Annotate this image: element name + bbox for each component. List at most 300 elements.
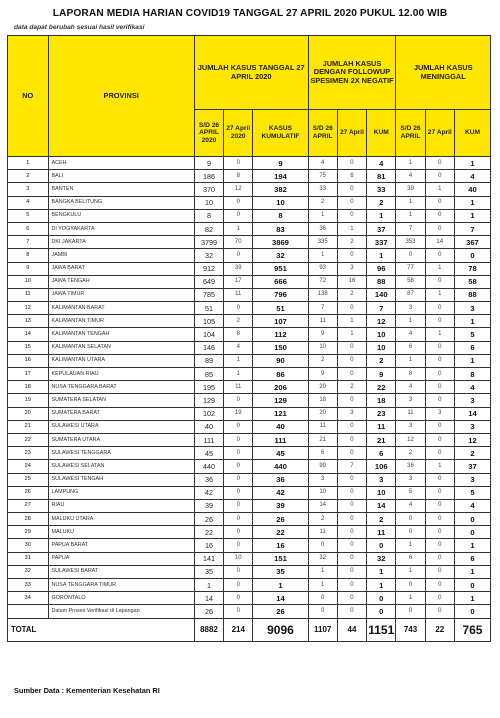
cell-meninggal-kum: 1 bbox=[454, 592, 490, 605]
cell-followup-27: 0 bbox=[337, 565, 366, 578]
cell-meninggal-sd26: 1 bbox=[396, 157, 425, 170]
cell-followup-kum: 10 bbox=[367, 341, 396, 354]
cell-meninggal-sd26: 3 bbox=[396, 302, 425, 315]
cell-kasus-kumulatif: 90 bbox=[253, 354, 308, 367]
table-row bbox=[8, 170, 491, 183]
cell-kasus-sd26: 104 bbox=[194, 328, 223, 341]
cell-meninggal-kum: 0 bbox=[454, 605, 490, 618]
cell-kasus-27: 0 bbox=[224, 605, 253, 618]
province-name: JAWA TENGAH bbox=[48, 275, 194, 288]
row-number: 11 bbox=[8, 288, 49, 301]
cell-meninggal-27: 1 bbox=[425, 460, 454, 473]
province-name: KALIMANTAN TENGAH bbox=[48, 328, 194, 341]
table-row bbox=[8, 354, 491, 367]
cell-meninggal-27: 1 bbox=[425, 262, 454, 275]
table-row bbox=[8, 209, 491, 222]
province-name: SUMATERA SELATAN bbox=[48, 394, 194, 407]
cell-kasus-kumulatif: 151 bbox=[253, 552, 308, 565]
cell-followup-27: 0 bbox=[337, 447, 366, 460]
table-row bbox=[8, 262, 491, 275]
cell-meninggal-27: 0 bbox=[425, 381, 454, 394]
cell-meninggal-27: 1 bbox=[425, 183, 454, 196]
cell-followup-kum: 0 bbox=[367, 539, 396, 552]
cell-kasus-sd26: 912 bbox=[194, 262, 223, 275]
cell-kasus-sd26: 102 bbox=[194, 407, 223, 420]
cell-meninggal-kum: 14 bbox=[454, 407, 490, 420]
cell-meninggal-27: 0 bbox=[425, 513, 454, 526]
sub-header: 27 April 2020 bbox=[224, 110, 253, 157]
cell-followup-kum: 23 bbox=[367, 407, 396, 420]
cell-kasus-27: 0 bbox=[224, 249, 253, 262]
cell-followup-27: 1 bbox=[337, 315, 366, 328]
table-body bbox=[8, 157, 491, 619]
cell-kasus-sd26: 36 bbox=[194, 473, 223, 486]
cell-followup-27: 1 bbox=[337, 328, 366, 341]
cell-kasus-sd26: 785 bbox=[194, 288, 223, 301]
row-number: 26 bbox=[8, 486, 49, 499]
cell-meninggal-27: 14 bbox=[425, 236, 454, 249]
cell-meninggal-kum: 367 bbox=[454, 236, 490, 249]
sub-header: KUM bbox=[367, 110, 396, 157]
cell-meninggal-kum: 7 bbox=[454, 222, 490, 235]
cell-meninggal-kum: 37 bbox=[454, 460, 490, 473]
cell-meninggal-27: 0 bbox=[425, 565, 454, 578]
sub-header: S/D 26 APRIL bbox=[396, 110, 425, 157]
cell-kasus-27: 10 bbox=[224, 552, 253, 565]
cell-followup-27: 6 bbox=[337, 170, 366, 183]
cell-kasus-27: 4 bbox=[224, 341, 253, 354]
total-cell: 8882 bbox=[194, 618, 223, 641]
row-number: 8 bbox=[8, 249, 49, 262]
cell-followup-27: 1 bbox=[337, 222, 366, 235]
cell-meninggal-kum: 40 bbox=[454, 183, 490, 196]
row-number bbox=[8, 605, 49, 618]
cell-followup-27: 2 bbox=[337, 381, 366, 394]
cell-kasus-kumulatif: 382 bbox=[253, 183, 308, 196]
row-number: 6 bbox=[8, 222, 49, 235]
cell-followup-sd26: 1 bbox=[308, 249, 337, 262]
cell-kasus-sd26: 39 bbox=[194, 499, 223, 512]
cell-followup-27: 0 bbox=[337, 433, 366, 446]
cell-meninggal-kum: 8 bbox=[454, 368, 490, 381]
cell-meninggal-sd26: 7 bbox=[396, 222, 425, 235]
cell-meninggal-27: 0 bbox=[425, 275, 454, 288]
cell-kasus-kumulatif: 194 bbox=[253, 170, 308, 183]
cell-meninggal-27: 3 bbox=[425, 407, 454, 420]
cell-followup-27: 0 bbox=[337, 394, 366, 407]
cell-followup-sd26: 0 bbox=[308, 539, 337, 552]
cell-meninggal-27: 0 bbox=[425, 170, 454, 183]
table-row bbox=[8, 328, 491, 341]
cell-kasus-sd26: 195 bbox=[194, 381, 223, 394]
cell-followup-27: 0 bbox=[337, 526, 366, 539]
cell-followup-kum: 2 bbox=[367, 513, 396, 526]
cell-kasus-27: 0 bbox=[224, 157, 253, 170]
province-name: BALI bbox=[48, 170, 194, 183]
cell-meninggal-sd26: 4 bbox=[396, 381, 425, 394]
total-cell: 22 bbox=[425, 618, 454, 641]
cell-kasus-kumulatif: 206 bbox=[253, 381, 308, 394]
cell-meninggal-27: 0 bbox=[425, 499, 454, 512]
cell-meninggal-sd26: 6 bbox=[396, 341, 425, 354]
table-row bbox=[8, 513, 491, 526]
cell-meninggal-sd26: 4 bbox=[396, 499, 425, 512]
cell-meninggal-sd26: 1 bbox=[396, 354, 425, 367]
cell-followup-27: 3 bbox=[337, 262, 366, 275]
cell-meninggal-sd26: 4 bbox=[396, 170, 425, 183]
row-number: 13 bbox=[8, 315, 49, 328]
province-name: ACEH bbox=[48, 157, 194, 170]
table-row bbox=[8, 460, 491, 473]
cell-kasus-27: 12 bbox=[224, 183, 253, 196]
row-number: 12 bbox=[8, 302, 49, 315]
cell-meninggal-kum: 6 bbox=[454, 341, 490, 354]
province-name: Dalam Proses Verifikasi di Lapangan bbox=[48, 605, 194, 618]
cell-kasus-kumulatif: 150 bbox=[253, 341, 308, 354]
cell-meninggal-27: 0 bbox=[425, 354, 454, 367]
cell-kasus-27: 8 bbox=[224, 170, 253, 183]
covid-table bbox=[7, 35, 491, 642]
cell-followup-kum: 10 bbox=[367, 328, 396, 341]
cell-meninggal-27: 0 bbox=[425, 157, 454, 170]
cell-meninggal-kum: 0 bbox=[454, 513, 490, 526]
province-name: JAWA BARAT bbox=[48, 262, 194, 275]
cell-meninggal-sd26: 1 bbox=[396, 315, 425, 328]
province-name: BENGKULU bbox=[48, 209, 194, 222]
row-number: 30 bbox=[8, 539, 49, 552]
row-number: 17 bbox=[8, 368, 49, 381]
cell-meninggal-27: 0 bbox=[425, 302, 454, 315]
table-row bbox=[8, 236, 491, 249]
row-number: 3 bbox=[8, 183, 49, 196]
cell-kasus-kumulatif: 796 bbox=[253, 288, 308, 301]
cell-followup-sd26: 32 bbox=[308, 552, 337, 565]
cell-kasus-27: 1 bbox=[224, 222, 253, 235]
province-name: RIAU bbox=[48, 499, 194, 512]
cell-kasus-27: 0 bbox=[224, 499, 253, 512]
province-name: MALUKU UTARA bbox=[48, 513, 194, 526]
cell-kasus-sd26: 370 bbox=[194, 183, 223, 196]
cell-kasus-kumulatif: 40 bbox=[253, 420, 308, 433]
table-row bbox=[8, 499, 491, 512]
cell-kasus-sd26: 16 bbox=[194, 539, 223, 552]
cell-followup-kum: 0 bbox=[367, 605, 396, 618]
cell-meninggal-kum: 1 bbox=[454, 157, 490, 170]
cell-meninggal-sd26: 11 bbox=[396, 407, 425, 420]
cell-followup-kum: 106 bbox=[367, 460, 396, 473]
cell-kasus-27: 0 bbox=[224, 539, 253, 552]
cell-kasus-sd26: 10 bbox=[194, 196, 223, 209]
cell-kasus-sd26: 26 bbox=[194, 513, 223, 526]
cell-meninggal-sd26: 0 bbox=[396, 526, 425, 539]
table-row bbox=[8, 368, 491, 381]
cell-meninggal-sd26: 12 bbox=[396, 433, 425, 446]
table-row bbox=[8, 196, 491, 209]
total-row bbox=[8, 618, 491, 641]
cell-followup-sd26: 10 bbox=[308, 486, 337, 499]
cell-meninggal-sd26: 1 bbox=[396, 209, 425, 222]
cell-followup-kum: 1 bbox=[367, 209, 396, 222]
group-meninggal-header: JUMLAH KASUS MENINGGAL bbox=[396, 36, 491, 110]
province-name: KALIMANTAN SELATAN bbox=[48, 341, 194, 354]
cell-followup-27: 0 bbox=[337, 249, 366, 262]
cell-followup-27: 2 bbox=[337, 236, 366, 249]
cell-kasus-27: 70 bbox=[224, 236, 253, 249]
cell-kasus-sd26: 649 bbox=[194, 275, 223, 288]
table-row bbox=[8, 539, 491, 552]
row-number: 24 bbox=[8, 460, 49, 473]
row-number: 29 bbox=[8, 526, 49, 539]
cell-meninggal-sd26: 6 bbox=[396, 552, 425, 565]
cell-followup-sd26: 9 bbox=[308, 328, 337, 341]
cell-meninggal-kum: 1 bbox=[454, 539, 490, 552]
table-row bbox=[8, 473, 491, 486]
cell-kasus-kumulatif: 8 bbox=[253, 209, 308, 222]
row-number: 33 bbox=[8, 579, 49, 592]
cell-meninggal-sd26: 1 bbox=[396, 565, 425, 578]
row-number: 25 bbox=[8, 473, 49, 486]
cell-kasus-27: 0 bbox=[224, 486, 253, 499]
cell-kasus-sd26: 82 bbox=[194, 222, 223, 235]
cell-meninggal-sd26: 87 bbox=[396, 288, 425, 301]
cell-meninggal-kum: 78 bbox=[454, 262, 490, 275]
province-name: NUSA TENGGARA TIMUR bbox=[48, 579, 194, 592]
cell-kasus-kumulatif: 440 bbox=[253, 460, 308, 473]
total-cell: 765 bbox=[454, 618, 490, 641]
province-name: KALIMANTAN BARAT bbox=[48, 302, 194, 315]
report-title: LAPORAN MEDIA HARIAN COVID19 TANGGAL 27 APRIL 2020 PUKUL 12.00 WIB bbox=[52, 8, 448, 19]
cell-kasus-sd26: 42 bbox=[194, 486, 223, 499]
cell-meninggal-27: 0 bbox=[425, 486, 454, 499]
report-subtitle: data dapat berubah sesuai hasil verifikasi bbox=[14, 24, 145, 31]
cell-meninggal-27: 0 bbox=[425, 222, 454, 235]
cell-meninggal-kum: 6 bbox=[454, 552, 490, 565]
cell-meninggal-kum: 12 bbox=[454, 433, 490, 446]
province-name: SULAWESI SELATAN bbox=[48, 460, 194, 473]
cell-meninggal-27: 0 bbox=[425, 394, 454, 407]
cell-followup-sd26: 138 bbox=[308, 288, 337, 301]
province-name: DKI JAKARTA bbox=[48, 236, 194, 249]
cell-meninggal-27: 0 bbox=[425, 315, 454, 328]
table-row bbox=[8, 249, 491, 262]
cell-kasus-sd26: 85 bbox=[194, 368, 223, 381]
total-cell: 9096 bbox=[253, 618, 308, 641]
cell-kasus-kumulatif: 26 bbox=[253, 605, 308, 618]
cell-meninggal-sd26: 77 bbox=[396, 262, 425, 275]
cell-followup-27: 0 bbox=[337, 499, 366, 512]
cell-followup-27: 0 bbox=[337, 592, 366, 605]
cell-followup-sd26: 9 bbox=[308, 368, 337, 381]
cell-meninggal-27: 0 bbox=[425, 196, 454, 209]
cell-followup-sd26: 2 bbox=[308, 354, 337, 367]
province-name: SULAWESI UTARA bbox=[48, 420, 194, 433]
cell-followup-sd26: 99 bbox=[308, 460, 337, 473]
table-row bbox=[8, 394, 491, 407]
cell-kasus-kumulatif: 32 bbox=[253, 249, 308, 262]
cell-followup-27: 0 bbox=[337, 209, 366, 222]
sub-header: KUM bbox=[454, 110, 490, 157]
cell-meninggal-27: 0 bbox=[425, 368, 454, 381]
cell-meninggal-sd26: 1 bbox=[396, 592, 425, 605]
cell-meninggal-kum: 4 bbox=[454, 381, 490, 394]
row-number: 34 bbox=[8, 592, 49, 605]
cell-followup-27: 0 bbox=[337, 539, 366, 552]
cell-kasus-kumulatif: 42 bbox=[253, 486, 308, 499]
source-note: Sumber Data : Kementerian Kesehatan RI bbox=[14, 686, 160, 695]
province-name: SULAWESI BARAT bbox=[48, 565, 194, 578]
cell-followup-sd26: 11 bbox=[308, 315, 337, 328]
cell-kasus-27: 0 bbox=[224, 209, 253, 222]
cell-followup-kum: 140 bbox=[367, 288, 396, 301]
row-number: 22 bbox=[8, 433, 49, 446]
sub-header: KASUS KUMULATIF bbox=[253, 110, 308, 157]
cell-followup-sd26: 1 bbox=[308, 209, 337, 222]
cell-kasus-sd26: 40 bbox=[194, 420, 223, 433]
cell-meninggal-kum: 3 bbox=[454, 420, 490, 433]
cell-kasus-sd26: 35 bbox=[194, 565, 223, 578]
cell-kasus-27: 0 bbox=[224, 460, 253, 473]
cell-kasus-27: 8 bbox=[224, 328, 253, 341]
cell-followup-sd26: 1 bbox=[308, 565, 337, 578]
group-followup-header: JUMLAH KASUS DENGAN FOLLOWUP SPESIMEN 2X NEGATIF bbox=[308, 36, 396, 110]
cell-meninggal-sd26: 0 bbox=[396, 579, 425, 592]
cell-meninggal-sd26: 4 bbox=[396, 328, 425, 341]
cell-kasus-27: 1 bbox=[224, 368, 253, 381]
cell-followup-27: 0 bbox=[337, 368, 366, 381]
cell-meninggal-27: 0 bbox=[425, 209, 454, 222]
cell-followup-kum: 11 bbox=[367, 526, 396, 539]
cell-meninggal-sd26: 36 bbox=[396, 460, 425, 473]
province-name: SULAWESI TENGAH bbox=[48, 473, 194, 486]
cell-kasus-27: 0 bbox=[224, 579, 253, 592]
cell-kasus-27: 0 bbox=[224, 420, 253, 433]
sub-header: 27 April bbox=[337, 110, 366, 157]
cell-kasus-27: 11 bbox=[224, 381, 253, 394]
table-row bbox=[8, 302, 491, 315]
cell-followup-27: 16 bbox=[337, 275, 366, 288]
cell-meninggal-sd26: 3 bbox=[396, 394, 425, 407]
cell-meninggal-27: 1 bbox=[425, 328, 454, 341]
cell-followup-kum: 81 bbox=[367, 170, 396, 183]
sub-header: S/D 26 APRIL bbox=[308, 110, 337, 157]
cell-meninggal-sd26: 58 bbox=[396, 275, 425, 288]
cell-followup-kum: 21 bbox=[367, 433, 396, 446]
cell-followup-27: 0 bbox=[337, 183, 366, 196]
table-row bbox=[8, 579, 491, 592]
total-cell: 214 bbox=[224, 618, 253, 641]
cell-followup-27: 0 bbox=[337, 196, 366, 209]
table-row bbox=[8, 381, 491, 394]
row-number: 20 bbox=[8, 407, 49, 420]
cell-kasus-kumulatif: 14 bbox=[253, 592, 308, 605]
cell-followup-kum: 6 bbox=[367, 447, 396, 460]
total-cell: 44 bbox=[337, 618, 366, 641]
cell-kasus-27: 19 bbox=[224, 407, 253, 420]
cell-followup-sd26: 11 bbox=[308, 526, 337, 539]
cell-meninggal-sd26: 2 bbox=[396, 447, 425, 460]
cell-followup-sd26: 7 bbox=[308, 302, 337, 315]
cell-kasus-27: 0 bbox=[224, 565, 253, 578]
cell-followup-kum: 32 bbox=[367, 552, 396, 565]
cell-meninggal-kum: 1 bbox=[454, 196, 490, 209]
province-name: DI YOGYAKARTA bbox=[48, 222, 194, 235]
cell-kasus-kumulatif: 51 bbox=[253, 302, 308, 315]
cell-followup-27: 0 bbox=[337, 552, 366, 565]
row-number: 7 bbox=[8, 236, 49, 249]
cell-meninggal-27: 0 bbox=[425, 552, 454, 565]
cell-kasus-kumulatif: 111 bbox=[253, 433, 308, 446]
cell-followup-27: 0 bbox=[337, 157, 366, 170]
cell-meninggal-kum: 1 bbox=[454, 315, 490, 328]
cell-meninggal-sd26: 8 bbox=[396, 368, 425, 381]
cell-followup-sd26: 20 bbox=[308, 381, 337, 394]
row-number: 2 bbox=[8, 170, 49, 183]
cell-followup-27: 0 bbox=[337, 513, 366, 526]
cell-kasus-27: 11 bbox=[224, 288, 253, 301]
cell-followup-sd26: 335 bbox=[308, 236, 337, 249]
table-row bbox=[8, 183, 491, 196]
cell-meninggal-sd26: 1 bbox=[396, 539, 425, 552]
cell-followup-sd26: 0 bbox=[308, 605, 337, 618]
row-number: 16 bbox=[8, 354, 49, 367]
cell-meninggal-kum: 0 bbox=[454, 579, 490, 592]
cell-kasus-sd26: 51 bbox=[194, 302, 223, 315]
cell-followup-kum: 14 bbox=[367, 499, 396, 512]
cell-kasus-kumulatif: 10 bbox=[253, 196, 308, 209]
province-name: LAMPUNG bbox=[48, 486, 194, 499]
cell-meninggal-27: 0 bbox=[425, 447, 454, 460]
cell-meninggal-27: 0 bbox=[425, 605, 454, 618]
cell-kasus-sd26: 440 bbox=[194, 460, 223, 473]
cell-followup-sd26: 6 bbox=[308, 447, 337, 460]
cell-kasus-kumulatif: 3869 bbox=[253, 236, 308, 249]
cell-meninggal-sd26: 5 bbox=[396, 486, 425, 499]
cell-meninggal-sd26: 3 bbox=[396, 420, 425, 433]
table-header bbox=[8, 36, 491, 157]
sub-header: 27 April bbox=[425, 110, 454, 157]
province-name: BANTEN bbox=[48, 183, 194, 196]
cell-kasus-kumulatif: 39 bbox=[253, 499, 308, 512]
cell-kasus-kumulatif: 22 bbox=[253, 526, 308, 539]
table-row bbox=[8, 222, 491, 235]
cell-followup-kum: 7 bbox=[367, 302, 396, 315]
table-row bbox=[8, 565, 491, 578]
province-name: PAPUA BARAT bbox=[48, 539, 194, 552]
cell-kasus-sd26: 111 bbox=[194, 433, 223, 446]
row-number: 23 bbox=[8, 447, 49, 460]
province-name: NUSA TENGGARA BARAT bbox=[48, 381, 194, 394]
cell-meninggal-kum: 58 bbox=[454, 275, 490, 288]
cell-followup-27: 0 bbox=[337, 579, 366, 592]
cell-kasus-kumulatif: 9 bbox=[253, 157, 308, 170]
cell-kasus-kumulatif: 951 bbox=[253, 262, 308, 275]
table-row bbox=[8, 526, 491, 539]
province-name: JAMBI bbox=[48, 249, 194, 262]
cell-followup-sd26: 36 bbox=[308, 222, 337, 235]
cell-followup-kum: 18 bbox=[367, 394, 396, 407]
cell-meninggal-27: 0 bbox=[425, 539, 454, 552]
cell-kasus-sd26: 146 bbox=[194, 341, 223, 354]
row-number: 21 bbox=[8, 420, 49, 433]
table-row bbox=[8, 420, 491, 433]
cell-followup-sd26: 93 bbox=[308, 262, 337, 275]
cell-meninggal-kum: 2 bbox=[454, 447, 490, 460]
cell-meninggal-27: 0 bbox=[425, 526, 454, 539]
cell-followup-kum: 1 bbox=[367, 579, 396, 592]
group-kasus-header: JUMLAH KASUS TANGGAL 27 APRIL 2020 bbox=[194, 36, 308, 110]
cell-followup-kum: 33 bbox=[367, 183, 396, 196]
cell-kasus-kumulatif: 107 bbox=[253, 315, 308, 328]
